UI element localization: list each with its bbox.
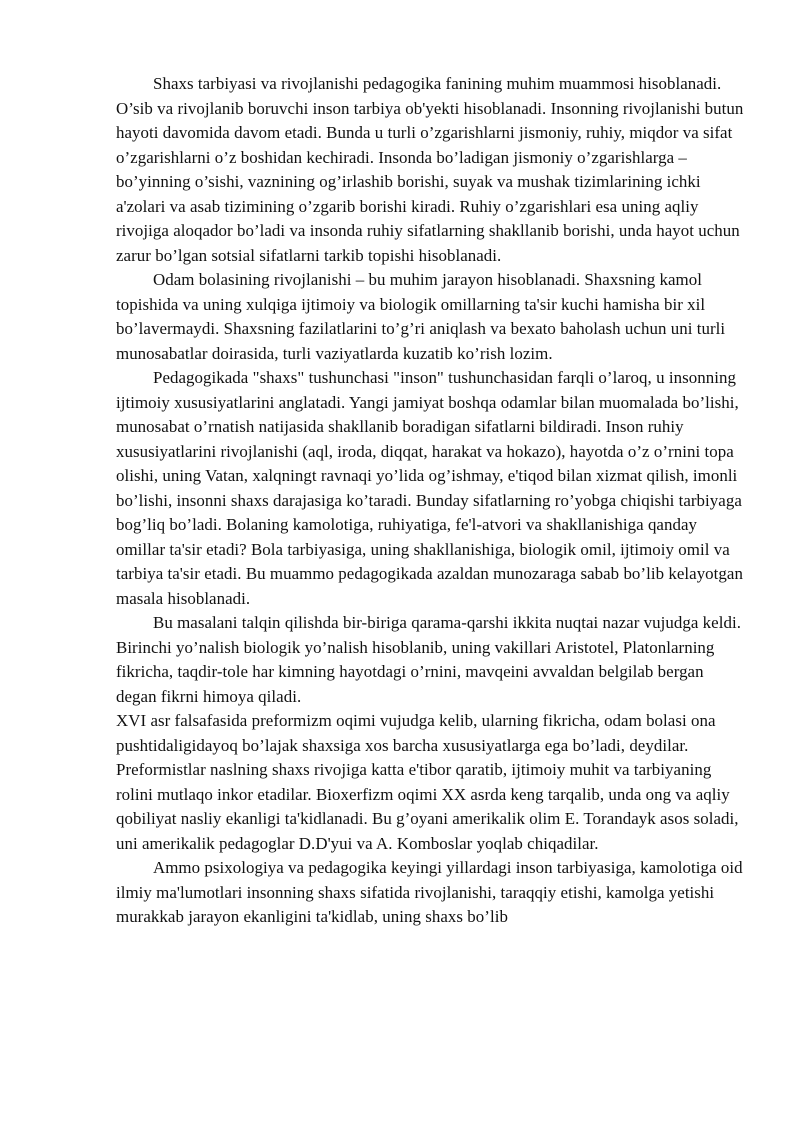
paragraph-6: Ammo psixologiya va pedagogika keyingi yillardagi inson tarbiyasiga, kamolotiga oid ilmiy ma'lumotlari insonning shaxs sifatida rivojlanishi, taraqqiy etishi, kamolga yetishi murakkab jarayon ekanligini ta'kidlab, uning shaxs bo’lib	[116, 858, 743, 926]
paragraph-5: XVI asr falsafasida preformizm oqimi vujudga kelib, ularning fikricha, odam bolasi ona pushtidaligidayoq bo’lajak shaxsiga xos barcha xususiyatlarga ega bo’ladi, deydilar. Preformistlar naslning shaxs rivojiga katta e'tibor qaratib, ijtimoiy muhit va tarbiyaning rolini mutlaqo inkor etadilar. Bioxerfizm oqimi XX asrda keng tarqalib, unda ong va aqliy qobiliyat nasliy ekanligi ta'kidlanadi. Bu g’oyani amerikalik olim E. Torandayk asos soladi, uni amerikalik pedagoglar D.D'yui va A. Komboslar yoqlab chiqadilar.	[116, 711, 739, 853]
document-page	[116, 72, 744, 930]
paragraph-4: Bu masalani talqin qilishda bir-biriga qarama-qarshi ikkita nuqtai nazar vujudga keldi. Birinchi yo’nalish biologik yo’nalish hisoblanib, uning vakillari Aristotel, Platonlarning fikricha, taqdir-tole har kimning hayotdagi o’rnini, mavqeini avvaldan belgilab bergan degan fikrni himoya qiladi.	[116, 613, 741, 706]
paragraph-2: Odam bolasining rivojlanishi – bu muhim jarayon hisoblanadi. Shaxsning kamol topishida va uning xulqiga ijtimoiy va biologik omillarning ta'sir kuchi hamisha bir xil bo’lavermaydi. Shaxsning fazilatlarini to’g’ri aniqlash va bexato baholash uchun uni turli munosabatlar doirasida, turli vaziyatlarda kuzatib ko’rish lozim.	[116, 270, 726, 363]
paragraph-3: Pedagogikada "shaxs" tushunchasi "inson" tushunchasidan farqli o’laroq, u insonning ijtimoiy xususiyatlarini anglatadi. Yangi jamiyat boshqa odamlar bilan muomalada bo’lishi, munosabat o’rnatish natijasida shakllanib boradigan sifatlarni bildiradi. Inson ruhiy xususiyatlarini rivojlanishi (aql, iroda, diqqat, harakat va hokazo), hayotda o’z o’rnini topa olishi, uning Vatan, xalqningt ravnaqi yo’lida og’ishmay, e'tiqod bilan xizmat qilish, imonli bo’lishi, insonni shaxs darajasiga ko’taradi. Bunday sifatlarning ro’yobga chiqishi tarbiyaga bog’liq bo’ladi. Bolaning kamolotiga, ruhiyatiga, fe'l-atvori va shakllanishiga qanday omillar ta'sir etadi? Bola tarbiyasiga, uning shakllanishiga, biologik omil, ijtimoiy omil va tarbiya ta'sir etadi. Bu muammo pedagogikada azaldan munozaraga sabab bo’lib kelayotgan masala hisoblanadi.	[116, 368, 743, 608]
paragraph-1: Shaxs tarbiyasi va rivojlanishi pedagogika fanining muhim muammosi hisoblanadi. O’sib va rivojlanib boruvchi inson tarbiya ob'yekti hisoblanadi. Insonning rivojlanishi butun hayoti davomida davom etadi. Bunda u turli o’zgarishlarni jismoniy, ruhiy, miqdor va sifat o’zgarishlarni o’z boshidan kechiradi. Insonda bo’ladigan jismoniy o’zgarishlarga – bo’yinning o’sishi, vaznining og’irlashib borishi, suyak va mushak tizimlarining ichki a'zolari va asab tizimining o’zgarib borishi kiradi. Ruhiy o’zgarishlari esa uning aqliy rivojiga aloqador bo’ladi va insonda ruhiy sifatlarning shakllanib borishi, unda hayot uchun zarur bo’lgan sotsial sifatlarni tarkib topishi hisoblanadi.	[116, 74, 744, 265]
